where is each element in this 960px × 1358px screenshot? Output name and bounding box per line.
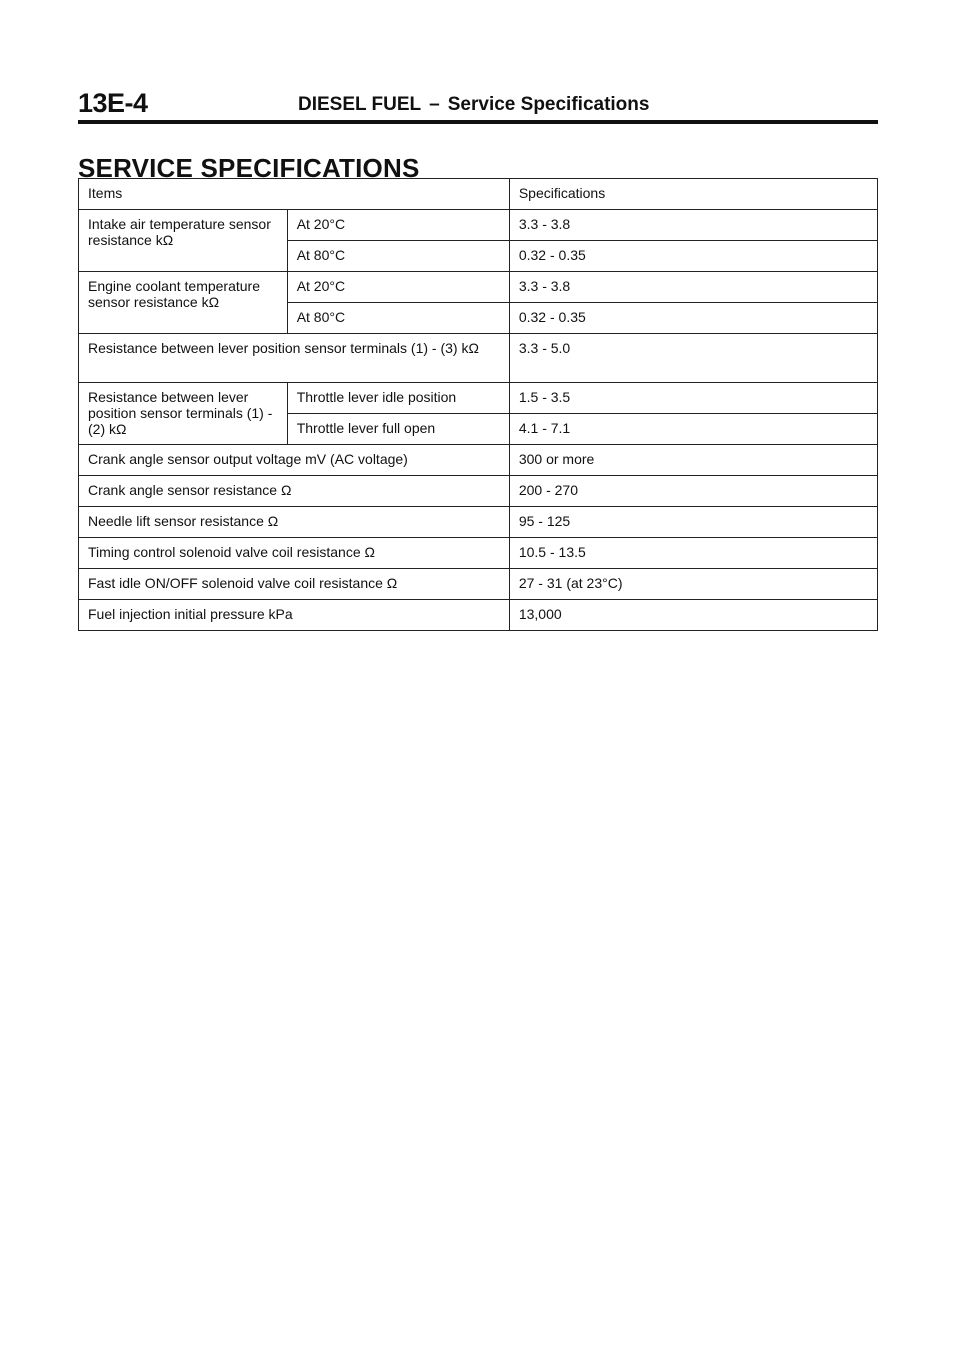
header-rule	[78, 120, 878, 124]
page-title: SERVICE SPECIFICATIONS	[78, 153, 420, 184]
table-row	[79, 445, 878, 476]
header-separator: –	[429, 94, 440, 115]
running-head	[298, 94, 649, 116]
section-name: DIESEL FUEL	[298, 94, 422, 115]
condition-cell: Throttle lever full open	[287, 414, 509, 445]
item-cell: Crank angle sensor output voltage mV (AC voltage)	[79, 445, 510, 476]
table-row	[79, 334, 878, 383]
spec-cell: 4.1 - 7.1	[509, 414, 877, 445]
item-cell: Fuel injection initial pressure kPa	[79, 600, 510, 631]
table-row	[79, 569, 878, 600]
page-number: 13E-4	[78, 88, 148, 118]
table-row	[79, 210, 878, 241]
spec-table	[78, 178, 878, 631]
header-items: Items	[79, 179, 510, 210]
item-cell: Timing control solenoid valve coil resistance Ω	[79, 538, 510, 569]
table-row	[79, 507, 878, 538]
spec-cell: 10.5 - 13.5	[509, 538, 877, 569]
spec-cell: 3.3 - 5.0	[509, 334, 877, 383]
condition-cell: At 80°C	[287, 303, 509, 334]
item-cell: Engine coolant temperature sensor resistance kΩ	[79, 272, 288, 334]
spec-cell: 0.32 - 0.35	[509, 303, 877, 334]
spec-cell: 300 or more	[509, 445, 877, 476]
spec-cell: 13,000	[509, 600, 877, 631]
table-row	[79, 600, 878, 631]
spec-cell: 3.3 - 3.8	[509, 210, 877, 241]
item-cell: Intake air temperature sensor resistance kΩ	[79, 210, 288, 272]
item-cell: Crank angle sensor resistance Ω	[79, 476, 510, 507]
table-row	[79, 476, 878, 507]
condition-cell: At 20°C	[287, 272, 509, 303]
table-row	[79, 272, 878, 303]
item-cell: Resistance between lever position sensor terminals (1) - (3) kΩ	[79, 334, 510, 383]
table-header-row	[79, 179, 878, 210]
spec-cell: 95 - 125	[509, 507, 877, 538]
condition-cell: At 20°C	[287, 210, 509, 241]
item-cell: Needle lift sensor resistance Ω	[79, 507, 510, 538]
item-cell: Resistance between lever position sensor terminals (1) - (2) kΩ	[79, 383, 288, 445]
page-header	[78, 88, 878, 122]
condition-cell: Throttle lever idle position	[287, 383, 509, 414]
subsection-name: Service Specifications	[447, 94, 650, 115]
spec-cell: 0.32 - 0.35	[509, 241, 877, 272]
item-cell: Fast idle ON/OFF solenoid valve coil resistance Ω	[79, 569, 510, 600]
table-row	[79, 383, 878, 414]
spec-cell: 200 - 270	[509, 476, 877, 507]
header-specifications: Specifications	[509, 179, 877, 210]
spec-cell: 3.3 - 3.8	[509, 272, 877, 303]
spec-cell: 27 - 31 (at 23°C)	[509, 569, 877, 600]
spec-cell: 1.5 - 3.5	[509, 383, 877, 414]
condition-cell: At 80°C	[287, 241, 509, 272]
table-row	[79, 538, 878, 569]
